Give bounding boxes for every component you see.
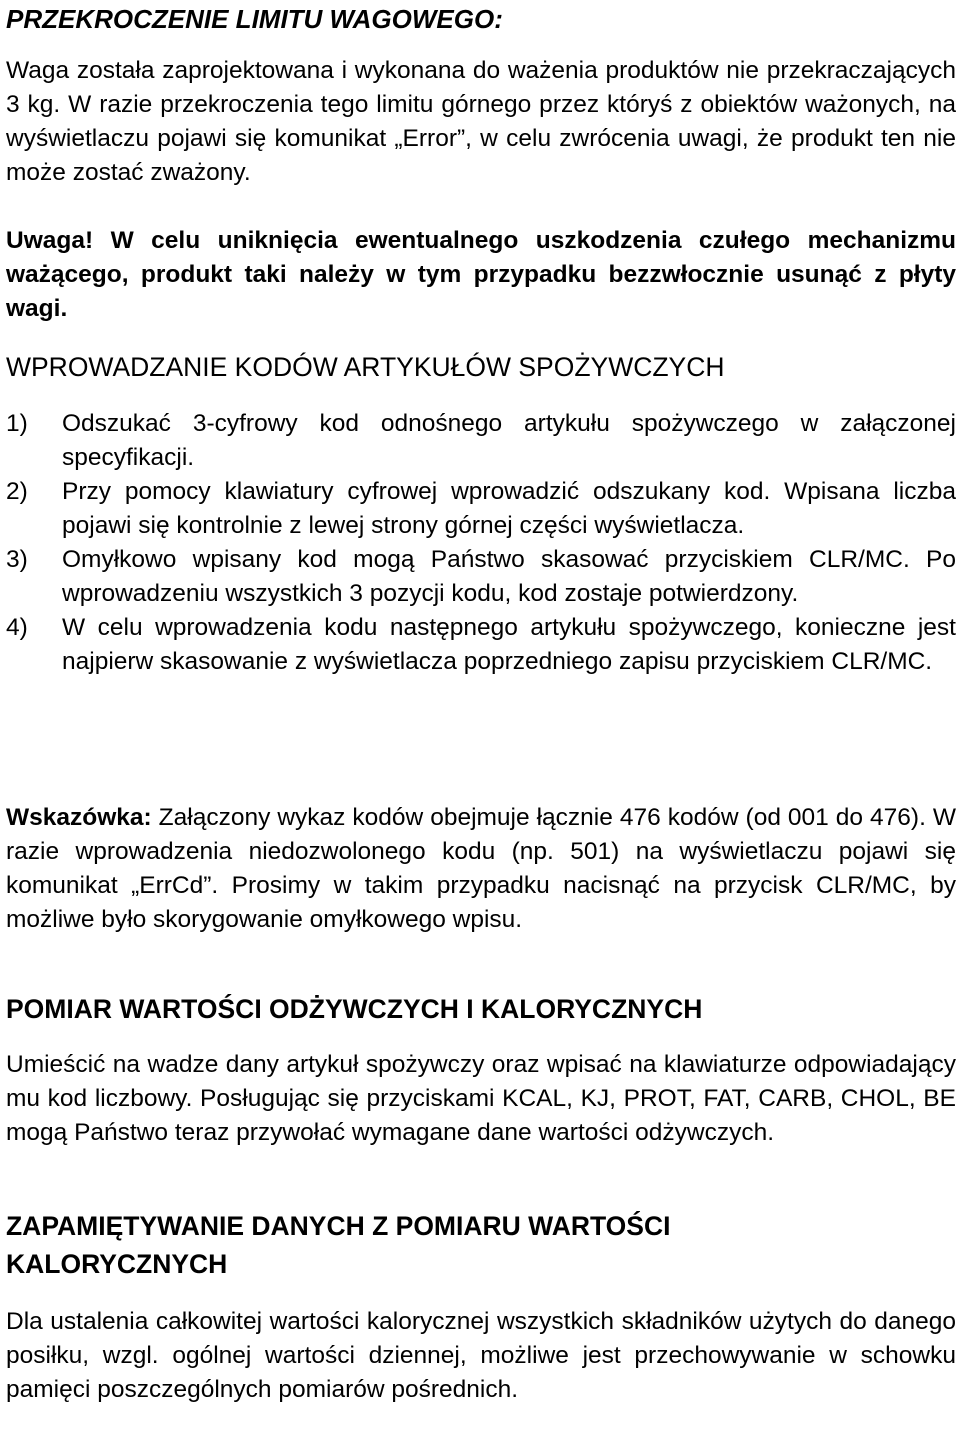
hint-label: Wskazówka: (6, 804, 152, 831)
section-nutrition-heading: POMIAR WARTOŚCI ODŻYWCZYCH I KALORYCZNYCH (6, 994, 703, 1024)
list-item (6, 407, 956, 475)
weight-limit-paragraph: Waga została zaprojektowana i wykonana do ważenia produktów nie przekraczających 3 kg. W razie przekroczenia tego limitu górnego przez któryś z obiektów ważonych, na wyświetlaczu pojawi się komunikat „Error”, w celu zwrócenia uwagi, że produkt ten nie może zostać zważony. (6, 57, 956, 186)
section-weight-limit-heading: PRZEKROCZENIE LIMITU WAGOWEGO: (6, 4, 503, 34)
list-item-text: Omyłkowo wpisany kod mogą Państwo skasować przyciskiem CLR/MC. Po wprowadzeniu wszystkich 3 pozycji kodu, kod zostaje potwierdzony. (62, 546, 956, 607)
codes-steps-list (6, 407, 956, 679)
list-item (6, 611, 956, 679)
nutrition-paragraph: Umieścić na wadze dany artykuł spożywczy oraz wpisać na klawiaturze odpowiadający mu kod liczbowy. Posługując się przyciskami KCAL, KJ, PROT, FAT, CARB, CHOL, BE mogą Państwo teraz przywołać wymagane dane wartości odżywczych. (6, 1051, 956, 1146)
list-item-text: Przy pomocy klawiatury cyfrowej wprowadzić odszukany kod. Wpisana liczba pojawi się kontrolnie z lewej strony górnej części wyświetlacza. (62, 478, 956, 539)
warning-paragraph: Uwaga! W celu uniknięcia ewentualnego uszkodzenia czułego mechanizmu ważącego, produkt taki należy w tym przypadku bezzwłocznie usunąć z płyty wagi. (6, 227, 956, 322)
list-item-text: W celu wprowadzenia kodu następnego artykułu spożywczego, konieczne jest najpierw skasowanie z wyświetlacza poprzedniego zapisu przyciskiem CLR/MC. (62, 614, 956, 675)
section-codes-heading: WPROWADZANIE KODÓW ARTYKUŁÓW SPOŻYWCZYCH (6, 352, 725, 382)
section-memory-heading: ZAPAMIĘTYWANIE DANYCH Z POMIARU WARTOŚCI KALORYCZNYCH (6, 1211, 671, 1279)
hint-text: Załączony wykaz kodów obejmuje łącznie 476 kodów (od 001 do 476). W razie wprowadzenia niedozwolonego kodu (np. 501) na wyświetlaczu pojawi się komunikat „ErrCd”. Prosimy w takim przypadku nacisnąć na przycisk CLR/MC, by możliwe było skorygowanie omyłkowego wpisu. (6, 804, 956, 933)
list-item-text: Odszukać 3-cyfrowy kod odnośnego artykułu spożywczego w załączonej specyfikacji. (62, 410, 956, 471)
list-item (6, 475, 956, 543)
hint-paragraph (6, 801, 956, 937)
list-item (6, 543, 956, 611)
memory-paragraph: Dla ustalenia całkowitej wartości kalorycznej wszystkich składników użytych do danego posiłku, wzgl. ogólnej wartości dziennej, możliwe jest przechowywanie w schowku pamięci poszczególnych pomiarów pośrednich. (6, 1308, 956, 1403)
list-item-number: 2) (6, 478, 28, 505)
list-item-number: 1) (6, 410, 28, 437)
list-item-number: 3) (6, 546, 28, 573)
list-item-number: 4) (6, 614, 28, 641)
